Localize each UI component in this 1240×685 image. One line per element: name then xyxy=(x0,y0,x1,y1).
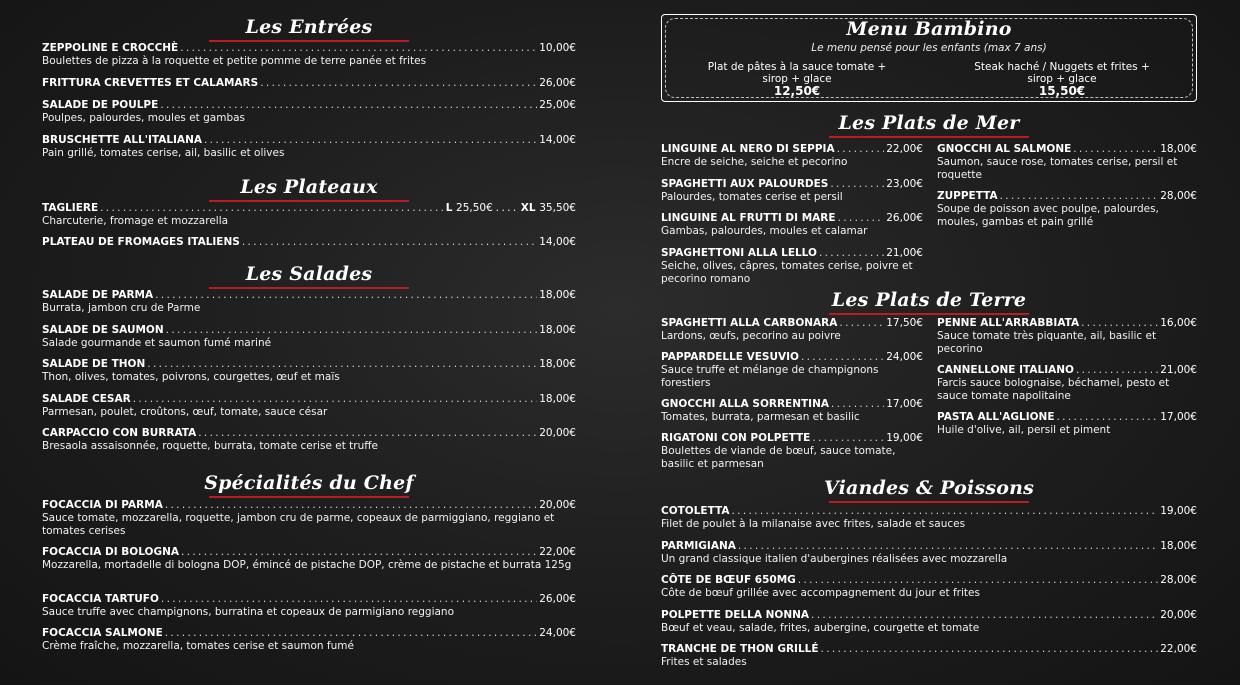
item-name: SPAGHETTI ALLA CARBONARA xyxy=(661,317,838,329)
option-line: sirop + glace xyxy=(1027,73,1097,85)
item-price: 19,00€ xyxy=(886,432,923,444)
leader-dots xyxy=(731,505,1158,518)
item-price: 35,50€ xyxy=(539,202,576,214)
item-price: 26,00€ xyxy=(539,593,576,605)
menu-item xyxy=(42,202,576,228)
menu-item xyxy=(661,609,1197,635)
option-line: Steak haché / Nuggets et frites + xyxy=(974,61,1150,73)
title-underline xyxy=(829,501,1029,503)
item-description: Bresaola assaisonnée, roquette, burrata, tomate cerise et truffe xyxy=(42,440,378,452)
item-name: FRITTURA CREVETTES ET CALAMARS xyxy=(42,77,259,89)
item-name: FOCACCIA TARTUFO xyxy=(42,593,159,605)
section-title-mer: Les Plats de Mer xyxy=(661,112,1197,138)
item-name: PARMIGIANA xyxy=(661,540,736,552)
menu-item xyxy=(42,77,576,90)
item-description: Sauce tomate très piquante, ail, basilic et pecorino xyxy=(937,330,1157,355)
leader-dots xyxy=(831,398,884,411)
leader-dots xyxy=(160,99,537,112)
leader-dots xyxy=(147,358,537,371)
item-price: 26,00€ xyxy=(539,77,576,89)
menu-item xyxy=(937,143,1197,181)
menu-item xyxy=(42,324,576,350)
menu-item xyxy=(661,643,1197,669)
item-price: 14,00€ xyxy=(539,134,576,146)
bambino-option xyxy=(682,61,912,97)
menu-item xyxy=(42,42,576,68)
item-name: GNOCCHI ALLA SORRENTINA xyxy=(661,398,829,410)
item-price: 28,00€ xyxy=(1160,190,1197,202)
menu-item xyxy=(661,574,1197,600)
item-price: 20,00€ xyxy=(1160,609,1197,621)
menu-item xyxy=(42,236,576,249)
section-title-salades: Les Salades xyxy=(42,263,576,289)
item-description: Frites et salades xyxy=(661,656,747,668)
item-price: 19,00€ xyxy=(1160,505,1197,517)
item-description: Côte de bœuf grillée avec accompagnement du jour et frites xyxy=(661,587,980,599)
menu-item xyxy=(42,289,576,315)
item-name: SALADE DE PARMA xyxy=(42,289,154,301)
leader-dots xyxy=(242,236,537,249)
leader-dots xyxy=(100,202,444,215)
item-name: FOCACCIA SALMONE xyxy=(42,627,163,639)
item-name: FOCACCIA DI PARMA xyxy=(42,499,163,511)
menu-item xyxy=(661,432,923,470)
menu-item xyxy=(661,178,923,204)
menu-item xyxy=(661,212,923,238)
item-name: POLPETTE DELLA NONNA xyxy=(661,609,810,621)
item-description: Sauce truffe avec champignons, burratina et copeaux de parmigiano reggiano xyxy=(42,606,455,618)
item-description: Huile d'olive, ail, persil et piment xyxy=(937,424,1111,436)
item-name: PENNE ALL'ARRABBIATA xyxy=(937,317,1080,329)
item-description: Filet de poulet à la milanaise avec frites, salade et sauces xyxy=(661,518,966,530)
item-name: SALADE DE THON xyxy=(42,358,146,370)
item-description: Thon, olives, tomates, poivrons, courgettes, œuf et maïs xyxy=(42,371,340,383)
leader-dots xyxy=(155,289,537,302)
item-price: 20,00€ xyxy=(539,427,576,439)
item-price: 25,50€ xyxy=(456,202,493,214)
item-description: Lardons, œufs, pecorino au poivre xyxy=(661,330,841,342)
item-name: PLATEAU DE FROMAGES ITALIENS xyxy=(42,236,240,248)
item-name: SALADE DE SAUMON xyxy=(42,324,164,336)
option-line: Plat de pâtes à la sauce tomate + xyxy=(707,61,887,73)
menu-bambino-box xyxy=(661,14,1197,102)
leader-dots xyxy=(165,499,537,512)
item-price: 18,00€ xyxy=(539,358,576,370)
leader-dots xyxy=(1057,411,1159,424)
item-name: LINGUINE AL FRUTTI DI MARE xyxy=(661,212,836,224)
menu-item xyxy=(937,317,1197,355)
item-description: Gambas, palourdes, moules et calamar xyxy=(661,225,868,237)
option-line: sirop + glace xyxy=(762,73,832,85)
menu-item xyxy=(42,593,576,619)
item-price: 22,00€ xyxy=(886,143,923,155)
leader-dots xyxy=(1000,190,1159,203)
item-name: SALADE DE POULPE xyxy=(42,99,159,111)
leader-dots xyxy=(821,643,1159,656)
item-description: Mozzarella, mortadelle di bologna DOP, émincé de pistache DOP, crème de pistache et burrata 125g xyxy=(42,559,572,571)
item-price: 23,00€ xyxy=(886,178,923,190)
item-description: Crème fraîche, mozzarella, tomates cerise et saumon fumé xyxy=(42,640,354,652)
title-underline xyxy=(829,136,1029,138)
leader-dots xyxy=(180,42,537,55)
leader-dots xyxy=(133,393,538,406)
item-price: 20,00€ xyxy=(539,499,576,511)
menu-item xyxy=(937,364,1197,402)
item-name: PAPPARDELLE VESUVIO xyxy=(661,351,799,363)
menu-item xyxy=(661,317,923,343)
item-name: LINGUINE AL NERO DI SEPPIA xyxy=(661,143,835,155)
menu-item xyxy=(661,505,1197,531)
item-description: Un grand classique italien d'aubergines réalisées avec mozzarella xyxy=(661,553,1008,565)
title-underline xyxy=(209,496,409,498)
item-name: GNOCCHI AL SALMONE xyxy=(937,143,1072,155)
menu-item xyxy=(42,499,576,537)
leader-dots xyxy=(204,134,537,147)
item-description: Palourdes, tomates cerise et persil xyxy=(661,191,843,203)
section-title-viandes: Viandes & Poissons xyxy=(661,477,1197,503)
menu-item xyxy=(42,546,576,572)
item-name: CANNELLONE ITALIANO xyxy=(937,364,1074,376)
bambino-option xyxy=(947,61,1177,97)
item-price: 10,00€ xyxy=(539,42,576,54)
menu-item xyxy=(661,398,923,424)
item-name: COTOLETTA xyxy=(661,505,730,517)
leader-dots xyxy=(1081,317,1158,330)
item-name: ZUPPETTA xyxy=(937,190,998,202)
menu-item xyxy=(42,99,576,125)
menu-item xyxy=(661,247,923,285)
item-price: 14,00€ xyxy=(539,236,576,248)
section-title-bambino: Menu Bambino xyxy=(846,18,1012,40)
item-description: Encre de seiche, seiche et pecorino xyxy=(661,156,848,168)
item-price: 18,00€ xyxy=(1160,143,1197,155)
item-description: Sauce tomate, mozzarella, roquette, jambon cru de parme, copeaux de parmiggiano, reggiano et tomates cerises xyxy=(42,512,555,537)
item-price: 24,00€ xyxy=(539,627,576,639)
item-description: Seiche, olives, câpres, tomates cerise, poivre et pecorino romano xyxy=(661,260,913,285)
item-name: SPAGHETTONI ALLA LELLO xyxy=(661,247,817,259)
item-name: CARPACCIO CON BURRATA xyxy=(42,427,197,439)
menu-item xyxy=(661,143,923,169)
item-description: Salade gourmande et saumon fumé mariné xyxy=(42,337,272,349)
item-description: Bœuf et veau, salade, frites, aubergine, courgette et tomate xyxy=(661,622,980,634)
leader-dots xyxy=(181,546,537,559)
item-price: 17,50€ xyxy=(886,317,923,329)
bambino-subtitle: Le menu pensé pour les enfants (max 7 ans) xyxy=(811,42,1047,54)
item-description: Boulettes de viande de bœuf, sauce tomate, basilic et parmesan xyxy=(661,445,896,470)
item-price: 25,00€ xyxy=(539,99,576,111)
leader-dots xyxy=(837,143,885,156)
leader-dots xyxy=(496,202,518,215)
item-name: PASTA ALL'AGLIONE xyxy=(937,411,1055,423)
leader-dots xyxy=(801,351,884,364)
option-price: 12,50€ xyxy=(773,84,821,98)
item-price: 21,00€ xyxy=(886,247,923,259)
item-price: 17,00€ xyxy=(1160,411,1197,423)
leader-dots xyxy=(1073,143,1158,156)
leader-dots xyxy=(1076,364,1158,377)
item-description: Charcuterie, fromage et mozzarella xyxy=(42,215,229,227)
item-name: CÔTE DE BŒUF 650MG xyxy=(661,574,796,586)
leader-dots xyxy=(198,427,537,440)
item-price: 22,00€ xyxy=(539,546,576,558)
item-price: 17,00€ xyxy=(886,398,923,410)
leader-dots xyxy=(839,317,884,330)
menu-item xyxy=(42,358,576,384)
menu-item xyxy=(937,411,1197,437)
section-title-entrees: Les Entrées xyxy=(42,16,576,42)
menu-item xyxy=(42,627,576,653)
item-price: 18,00€ xyxy=(1160,540,1197,552)
menu-item xyxy=(42,427,576,453)
leader-dots xyxy=(738,540,1158,553)
item-price: 26,00€ xyxy=(886,212,923,224)
leader-dots xyxy=(161,593,537,606)
item-price: 21,00€ xyxy=(1160,364,1197,376)
menu-item xyxy=(42,393,576,419)
leader-dots xyxy=(165,627,538,640)
size-label: XL xyxy=(520,202,536,214)
item-name: RIGATONI CON POLPETTE xyxy=(661,432,811,444)
item-price: 18,00€ xyxy=(539,289,576,301)
item-price: 22,00€ xyxy=(1160,643,1197,655)
leader-dots xyxy=(812,432,884,445)
item-name: TRANCHE DE THON GRILLÉ xyxy=(661,643,819,655)
item-name: SALADE CESAR xyxy=(42,393,131,405)
item-price: 24,00€ xyxy=(886,351,923,363)
size-label: L xyxy=(445,202,453,214)
item-name: FOCACCIA DI BOLOGNA xyxy=(42,546,180,558)
item-price: 18,00€ xyxy=(539,324,576,336)
menu-item xyxy=(42,134,576,160)
item-description: Farcis sauce bolognaise, béchamel, pesto et sauce tomate napolitaine xyxy=(937,377,1170,402)
leader-dots xyxy=(838,212,885,225)
leader-dots xyxy=(830,178,884,191)
leader-dots xyxy=(819,247,884,260)
item-name: TAGLIERE xyxy=(42,202,99,214)
item-description: Soupe de poisson avec poulpe, palourdes, moules, gambas et pain grillé xyxy=(937,203,1159,228)
leader-dots xyxy=(811,609,1158,622)
item-description: Boulettes de pizza à la roquette et petite pomme de terre panée et frites xyxy=(42,55,427,67)
leader-dots xyxy=(798,574,1158,587)
menu-item xyxy=(937,190,1197,228)
item-description: Poulpes, palourdes, moules et gambas xyxy=(42,112,246,124)
item-price: 18,00€ xyxy=(539,393,576,405)
section-title-plateaux: Les Plateaux xyxy=(42,176,576,202)
item-description: Parmesan, poulet, croûtons, œuf, tomate, sauce césar xyxy=(42,406,328,418)
menu-item xyxy=(661,351,923,389)
item-description: Pain grillé, tomates cerise, ail, basilic et olives xyxy=(42,147,285,159)
item-name: SPAGHETTI AUX PALOURDES xyxy=(661,178,829,190)
item-description: Tomates, burrata, parmesan et basilic xyxy=(661,411,860,423)
title-underline xyxy=(829,313,1029,315)
menu-item xyxy=(661,540,1197,566)
item-price: 28,00€ xyxy=(1160,574,1197,586)
option-price: 15,50€ xyxy=(1038,84,1086,98)
item-description: Sauce truffe et mélange de champignons forestiers xyxy=(661,364,879,389)
section-title-chef: Spécialités du Chef xyxy=(42,472,576,498)
section-title-terre: Les Plats de Terre xyxy=(661,289,1197,315)
item-name: BRUSCHETTE ALL'ITALIANA xyxy=(42,134,202,146)
leader-dots xyxy=(260,77,537,90)
item-description: Saumon, sauce rose, tomates cerise, persil et roquette xyxy=(937,156,1178,181)
item-description: Burrata, jambon cru de Parme xyxy=(42,302,201,314)
leader-dots xyxy=(166,324,538,337)
item-name: ZEPPOLINE E CROCCHÈ xyxy=(42,42,179,54)
item-price: 16,00€ xyxy=(1160,317,1197,329)
